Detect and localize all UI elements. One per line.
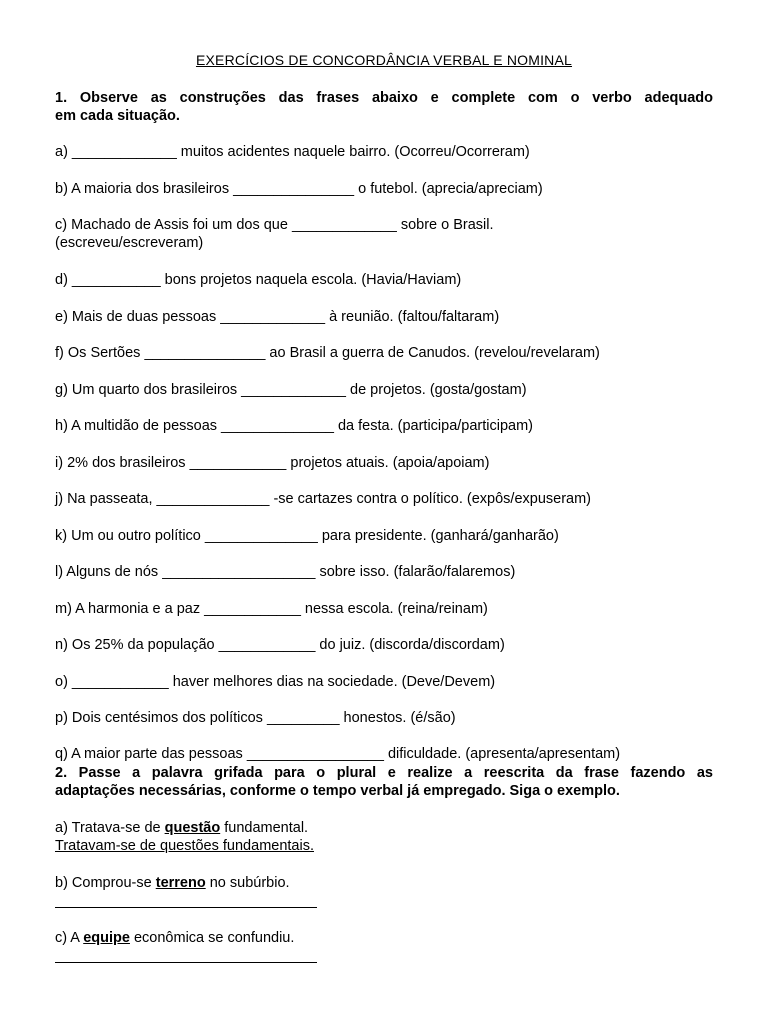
question-2-instruction xyxy=(55,764,713,800)
q2-item-a-example-answer: Tratavam-se de questões fundamentais. xyxy=(55,838,314,854)
q2-item-b-answer-line xyxy=(55,907,317,908)
item-n: n) Os 25% da população ____________ do juiz. (discorda/discordam) xyxy=(55,637,505,653)
item-a: a) _____________ muitos acidentes naquele bairro. (Ocorreu/Ocorreram) xyxy=(55,144,530,160)
q2-item-a-suffix: fundamental. xyxy=(220,820,309,836)
item-m: m) A harmonia e a paz ____________ nessa escola. (reina/reinam) xyxy=(55,601,488,617)
q2-item-b xyxy=(55,874,713,892)
q2-item-c-answer-line xyxy=(55,962,317,963)
question-1-line-1: 1. Observe as construções das frases abaixo e complete com o verbo adequado xyxy=(55,90,713,106)
item-k: k) Um ou outro político ______________ para presidente. (ganhará/ganharão) xyxy=(55,528,559,544)
item-b: b) A maioria dos brasileiros _______________ o futebol. (aprecia/apreciam) xyxy=(55,181,543,197)
question-1-line-2: em cada situação. xyxy=(55,108,180,124)
q2-item-b-highlighted-word: terreno xyxy=(155,875,206,891)
item-g: g) Um quarto dos brasileiros _____________ de projetos. (gosta/gostam) xyxy=(55,382,527,398)
q2-item-c xyxy=(55,929,713,947)
q2-item-b-prefix: b) Comprou-se xyxy=(55,875,156,891)
item-e: e) Mais de duas pessoas _____________ à reunião. (faltou/faltaram) xyxy=(55,309,500,325)
page-title: EXERCÍCIOS DE CONCORDÂNCIA VERBAL E NOMINAL xyxy=(195,52,573,68)
item-p: p) Dois centésimos dos políticos _________ honestos. (é/são) xyxy=(55,710,456,726)
item-q: q) A maior parte das pessoas _________________ dificuldade. (apresenta/apresentam) xyxy=(55,746,621,762)
item-c-line-2: (escreveu/escreveram) xyxy=(55,235,204,251)
item-h: h) A multidão de pessoas ______________ da festa. (participa/participam) xyxy=(55,418,534,434)
question-1-instruction xyxy=(55,89,713,125)
q2-item-c-suffix: econômica se confundiu. xyxy=(129,930,295,946)
item-i: i) 2% dos brasileiros ____________ projetos atuais. (apoia/apoiam) xyxy=(55,455,490,471)
item-c-line-1: c) Machado de Assis foi um dos que _____________ sobre o Brasil. xyxy=(55,217,494,233)
q2-item-a-prefix: a) Tratava-se de xyxy=(55,820,165,836)
q2-item-c-highlighted-word: equipe xyxy=(83,930,130,946)
q2-item-c-prefix: c) A xyxy=(55,930,84,946)
item-j: j) Na passeata, ______________ -se cartazes contra o político. (expôs/expuseram) xyxy=(55,491,592,507)
q2-item-b-suffix: no subúrbio. xyxy=(205,875,290,891)
item-f: f) Os Sertões _______________ ao Brasil a guerra de Canudos. (revelou/revelaram) xyxy=(55,345,600,361)
item-d: d) ___________ bons projetos naquela escola. (Havia/Haviam) xyxy=(55,272,462,288)
q2-item-a-highlighted-word: questão xyxy=(164,820,221,836)
question-2-line-1: 2. Passe a palavra grifada para o plural e realize a reescrita da frase fazendo as xyxy=(55,765,713,781)
item-l: l) Alguns de nós ___________________ sobre isso. (falarão/falaremos) xyxy=(55,564,516,580)
item-o: o) ____________ haver melhores dias na sociedade. (Deve/Devem) xyxy=(55,674,496,690)
q2-item-a xyxy=(55,819,713,837)
question-2-line-2: adaptações necessárias, conforme o tempo verbal já empregado. Siga o exemplo. xyxy=(55,783,620,799)
